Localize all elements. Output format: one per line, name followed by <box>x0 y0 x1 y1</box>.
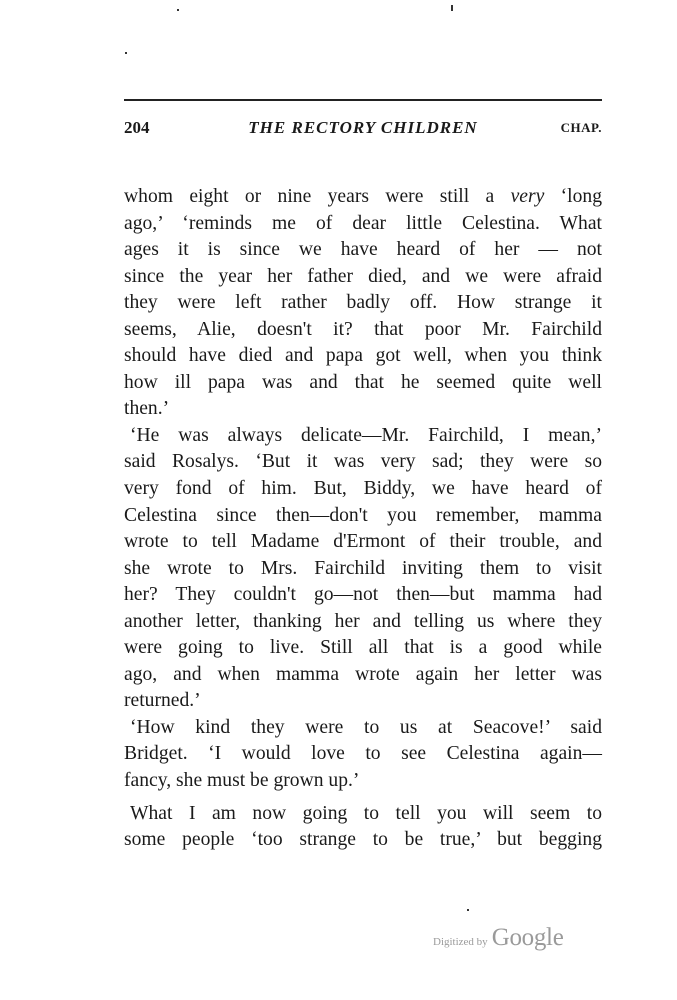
google-logo: Google <box>491 924 564 951</box>
text-line: she wrote to Mrs. Fairchild inviting them to visit <box>124 557 602 579</box>
header-rule <box>124 99 602 101</box>
text-line: they were left rather badly off. How strange it <box>124 292 602 314</box>
text-line: Celestina since then—don't you remember, mamma <box>124 504 602 526</box>
text-span: whom eight or nine years were still a <box>124 186 511 207</box>
text-line: wrote to tell Madame d'Ermont of their trouble, and <box>124 531 602 553</box>
paragraph <box>124 423 602 715</box>
text-line: ‘He was always delicate—Mr. Fairchild, I mean,’ <box>130 424 602 446</box>
text-line: her? They couldn't go—not then—but mamma had <box>124 584 602 606</box>
speck <box>451 5 453 11</box>
text-line: then.’ <box>124 398 170 420</box>
text-line: Bridget. ‘I would love to see Celestina again— <box>124 743 602 765</box>
text-line: since the year her father died, and we were afraid <box>124 265 602 287</box>
speck <box>467 909 469 911</box>
text-line <box>124 184 602 211</box>
paragraph <box>124 184 602 423</box>
chapter-abbrev: CHAP. <box>560 120 602 135</box>
emphasis: very <box>510 186 545 207</box>
digitized-watermark <box>433 924 563 952</box>
text-line: returned.’ <box>124 690 201 712</box>
text-line: ago, and when mamma wrote again her letter was <box>124 663 602 685</box>
text-line: very fond of him. But, Biddy, we have heard of <box>124 478 602 500</box>
speck <box>177 9 179 11</box>
text-line: ‘How kind they were to us at Seacove!’ said <box>130 716 602 738</box>
page-number: 204 <box>124 118 150 137</box>
running-title: THE RECTORY CHILDREN <box>248 118 478 137</box>
text-line: said Rosalys. ‘But it was very sad; they were so <box>124 451 602 473</box>
text-line: seems, Alie, doesn't it? that poor Mr. Fairchild <box>124 318 602 340</box>
text-line: fancy, she must be grown up.’ <box>124 770 360 792</box>
page-header <box>124 118 602 142</box>
body-text <box>124 184 602 854</box>
paragraph <box>124 801 602 854</box>
text-line: ago,’ ‘reminds me of dear little Celestina. What <box>124 212 602 234</box>
text-line: some people ‘too strange to be true,’ but begging <box>124 829 602 851</box>
speck <box>125 52 127 54</box>
text-line: another letter, thanking her and telling us where they <box>124 610 602 632</box>
digitized-label: Digitized by <box>433 936 488 948</box>
text-line: should have died and papa got well, when you think <box>124 345 602 367</box>
text-span: ‘long <box>544 186 602 207</box>
text-line: were going to live. Still all that is a good while <box>124 637 602 659</box>
text-line: What I am now going to tell you will seem to <box>130 802 602 824</box>
text-line: how ill papa was and that he seemed quite well <box>124 371 602 393</box>
paragraph <box>124 715 602 795</box>
text-line: ages it is since we have heard of her — not <box>124 239 602 261</box>
